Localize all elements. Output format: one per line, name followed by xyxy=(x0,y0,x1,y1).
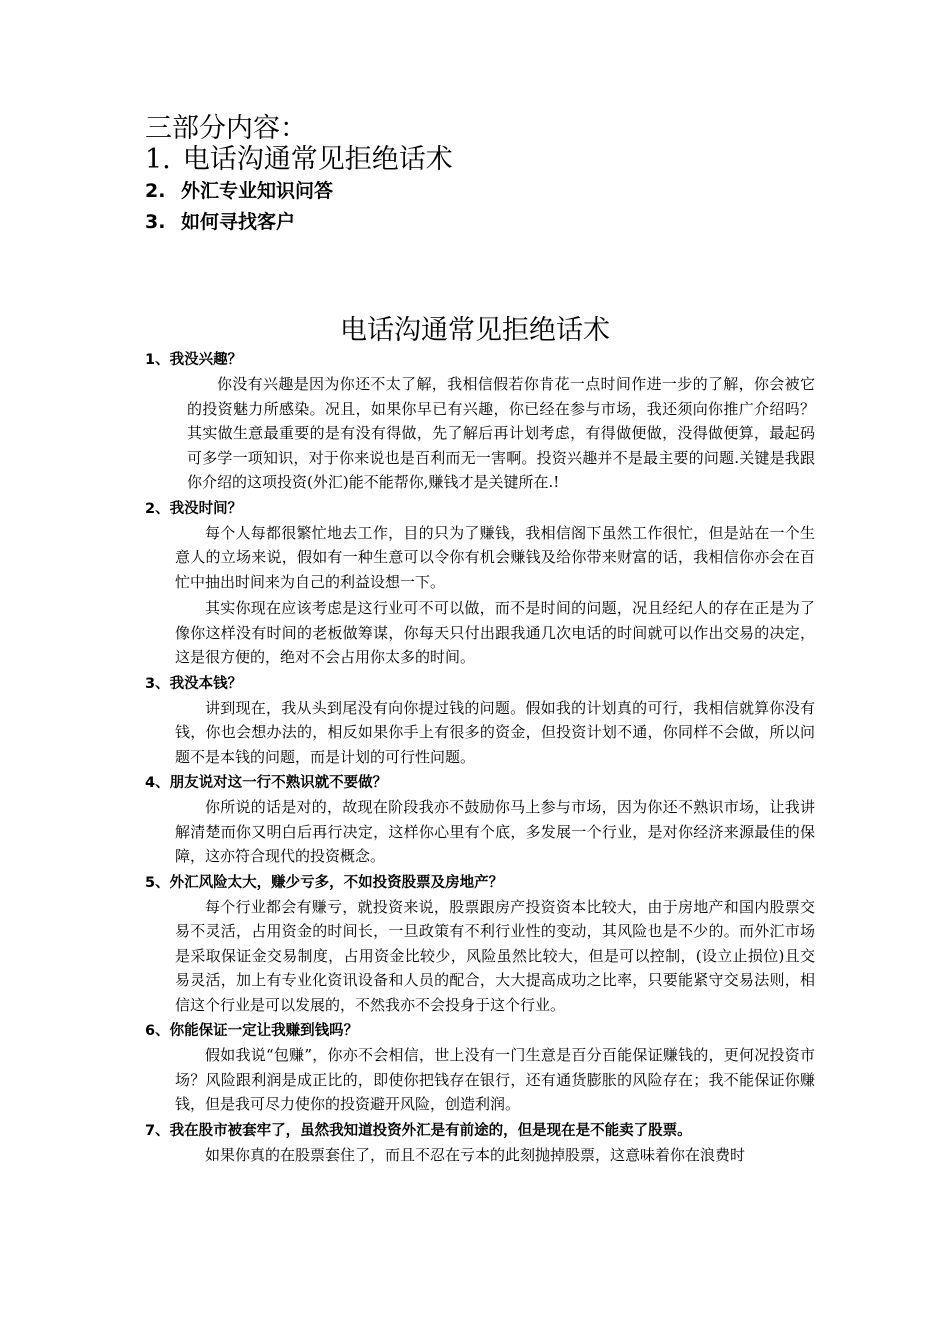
outline-section xyxy=(145,114,453,238)
answer-3: 讲到现在，我从头到尾没有向你提过钱的问题。假如我的计划真的可行，我相信就算你没有钱，你也会想办法的，相反如果你手上有很多的资金，但投资计划不通，你同样不会做，所以问题不是本钱的问题，而是计划的可行性问题。 xyxy=(175,698,815,766)
answer-5: 每个行业都会有赚亏，就投资来说，股票跟房产投资资本比较大，由于房地产和国内股票交易不灵活，占用资金的时间长，一旦政策有不利行业性的变动，其风险也是不少的。而外汇市场是采取保证金交易制度，占用资金比较少，风险虽然比较大，但是可以控制，(设立止损位)且交易灵活，加上有专业化资讯设备和人员的配合，大大提高成功之比率，只要能紧守交易法则，相信这个行业是可以发展的，不然我亦不会投身于这个行业。 xyxy=(175,897,815,1014)
document-title: 电话沟通常见拒绝话术 xyxy=(340,315,610,346)
question-7: 7、我在股市被套牢了，虽然我知道投资外汇是有前途的，但是现在是不能卖了股票。 xyxy=(145,1122,692,1139)
outline-item-number: 3. xyxy=(145,211,166,233)
outline-item-text: 外汇专业知识问答 xyxy=(181,180,334,202)
question-3: 3、我没本钱？ xyxy=(145,675,243,692)
outline-item-2 xyxy=(145,176,453,207)
qa-list xyxy=(145,348,815,1169)
answer-7: 如果你真的在股票套住了，而且不忍在亏本的此刻抛掉股票，这意味着你在浪费时 xyxy=(205,1145,746,1164)
outline-item-1 xyxy=(145,144,453,176)
outline-title: 三部分内容： xyxy=(145,113,307,144)
outline-item-number: 2. xyxy=(145,180,166,202)
outline-item-text: 电话沟通常见拒绝话术 xyxy=(182,144,453,175)
outline-item-number: 1. xyxy=(145,144,171,175)
question-1: 1、我没兴趣？ xyxy=(145,352,243,368)
outline-item-3 xyxy=(145,207,453,238)
question-2: 2、我没时间？ xyxy=(145,500,243,517)
question-6: 6、你能保证一定让我赚到钱吗？ xyxy=(145,1023,359,1039)
question-4: 4、朋友说对这一行不熟识就不要做？ xyxy=(145,775,388,791)
answer-6: 假如我说“包赚”，你亦不会相信，世上没有一门生意是百分百能保证赚钱的，更何况投资市场？风险跟利润是成正比的，即使你把钱存在银行，还有通货膨胀的风险存在；我不能保证你赚钱，但是我可尽力使你的投资避开风险，创造利润。 xyxy=(175,1046,815,1113)
outline-item-text: 如何寻找客户 xyxy=(181,211,296,233)
answer-2-para-2: 其实你现在应该考虑是这行业可不可以做，而不是时间的问题，况且经纪人的存在正是为了像你这样没有时间的老板做筹谋，你每天只付出跟我通几次电话的时间就可以作出交易的决定，这是很方便的，绝对不会占用你太多的时间。 xyxy=(175,599,815,666)
question-5: 5、外汇风险太大，赚少亏多，不如投资股票及房地产？ xyxy=(145,874,504,891)
answer-1: 你没有兴趣是因为你还不太了解，我相信假若你肯花一点时间作进一步的了解，你会被它的投资魅力所感染。况且，如果你早已有兴趣，你已经在参与市场，我还须向你推广介绍吗？其实做生意最重要的是有没有得做，先了解后再计划考虑，有得做便做，没得做便算，最起码可多学一项知识，对于你来说也是百利而无一害啊。投资兴趣并不是最主要的问题.关键是我跟你介绍的这项投资(外汇)能不能帮你,赚钱才是关键所在.! xyxy=(187,375,815,491)
answer-4: 你所说的话是对的，故现在阶段我亦不鼓励你马上参与市场，因为你还不熟识市场，让我讲解清楚而你又明白后再行决定，这样你心里有个底，多发展一个行业，是对你经济来源最佳的保障，这亦符合现代的投资概念。 xyxy=(175,798,815,865)
answer-2-para-1: 每个人每都很繁忙地去工作，目的只为了赚钱，我相信阁下虽然工作很忙，但是站在一个生意人的立场来说，假如有一种生意可以令你有机会赚钱及给你带来财富的话，我相信你亦会在百忙中抽出时间来为自己的利益设想一下。 xyxy=(175,523,815,591)
